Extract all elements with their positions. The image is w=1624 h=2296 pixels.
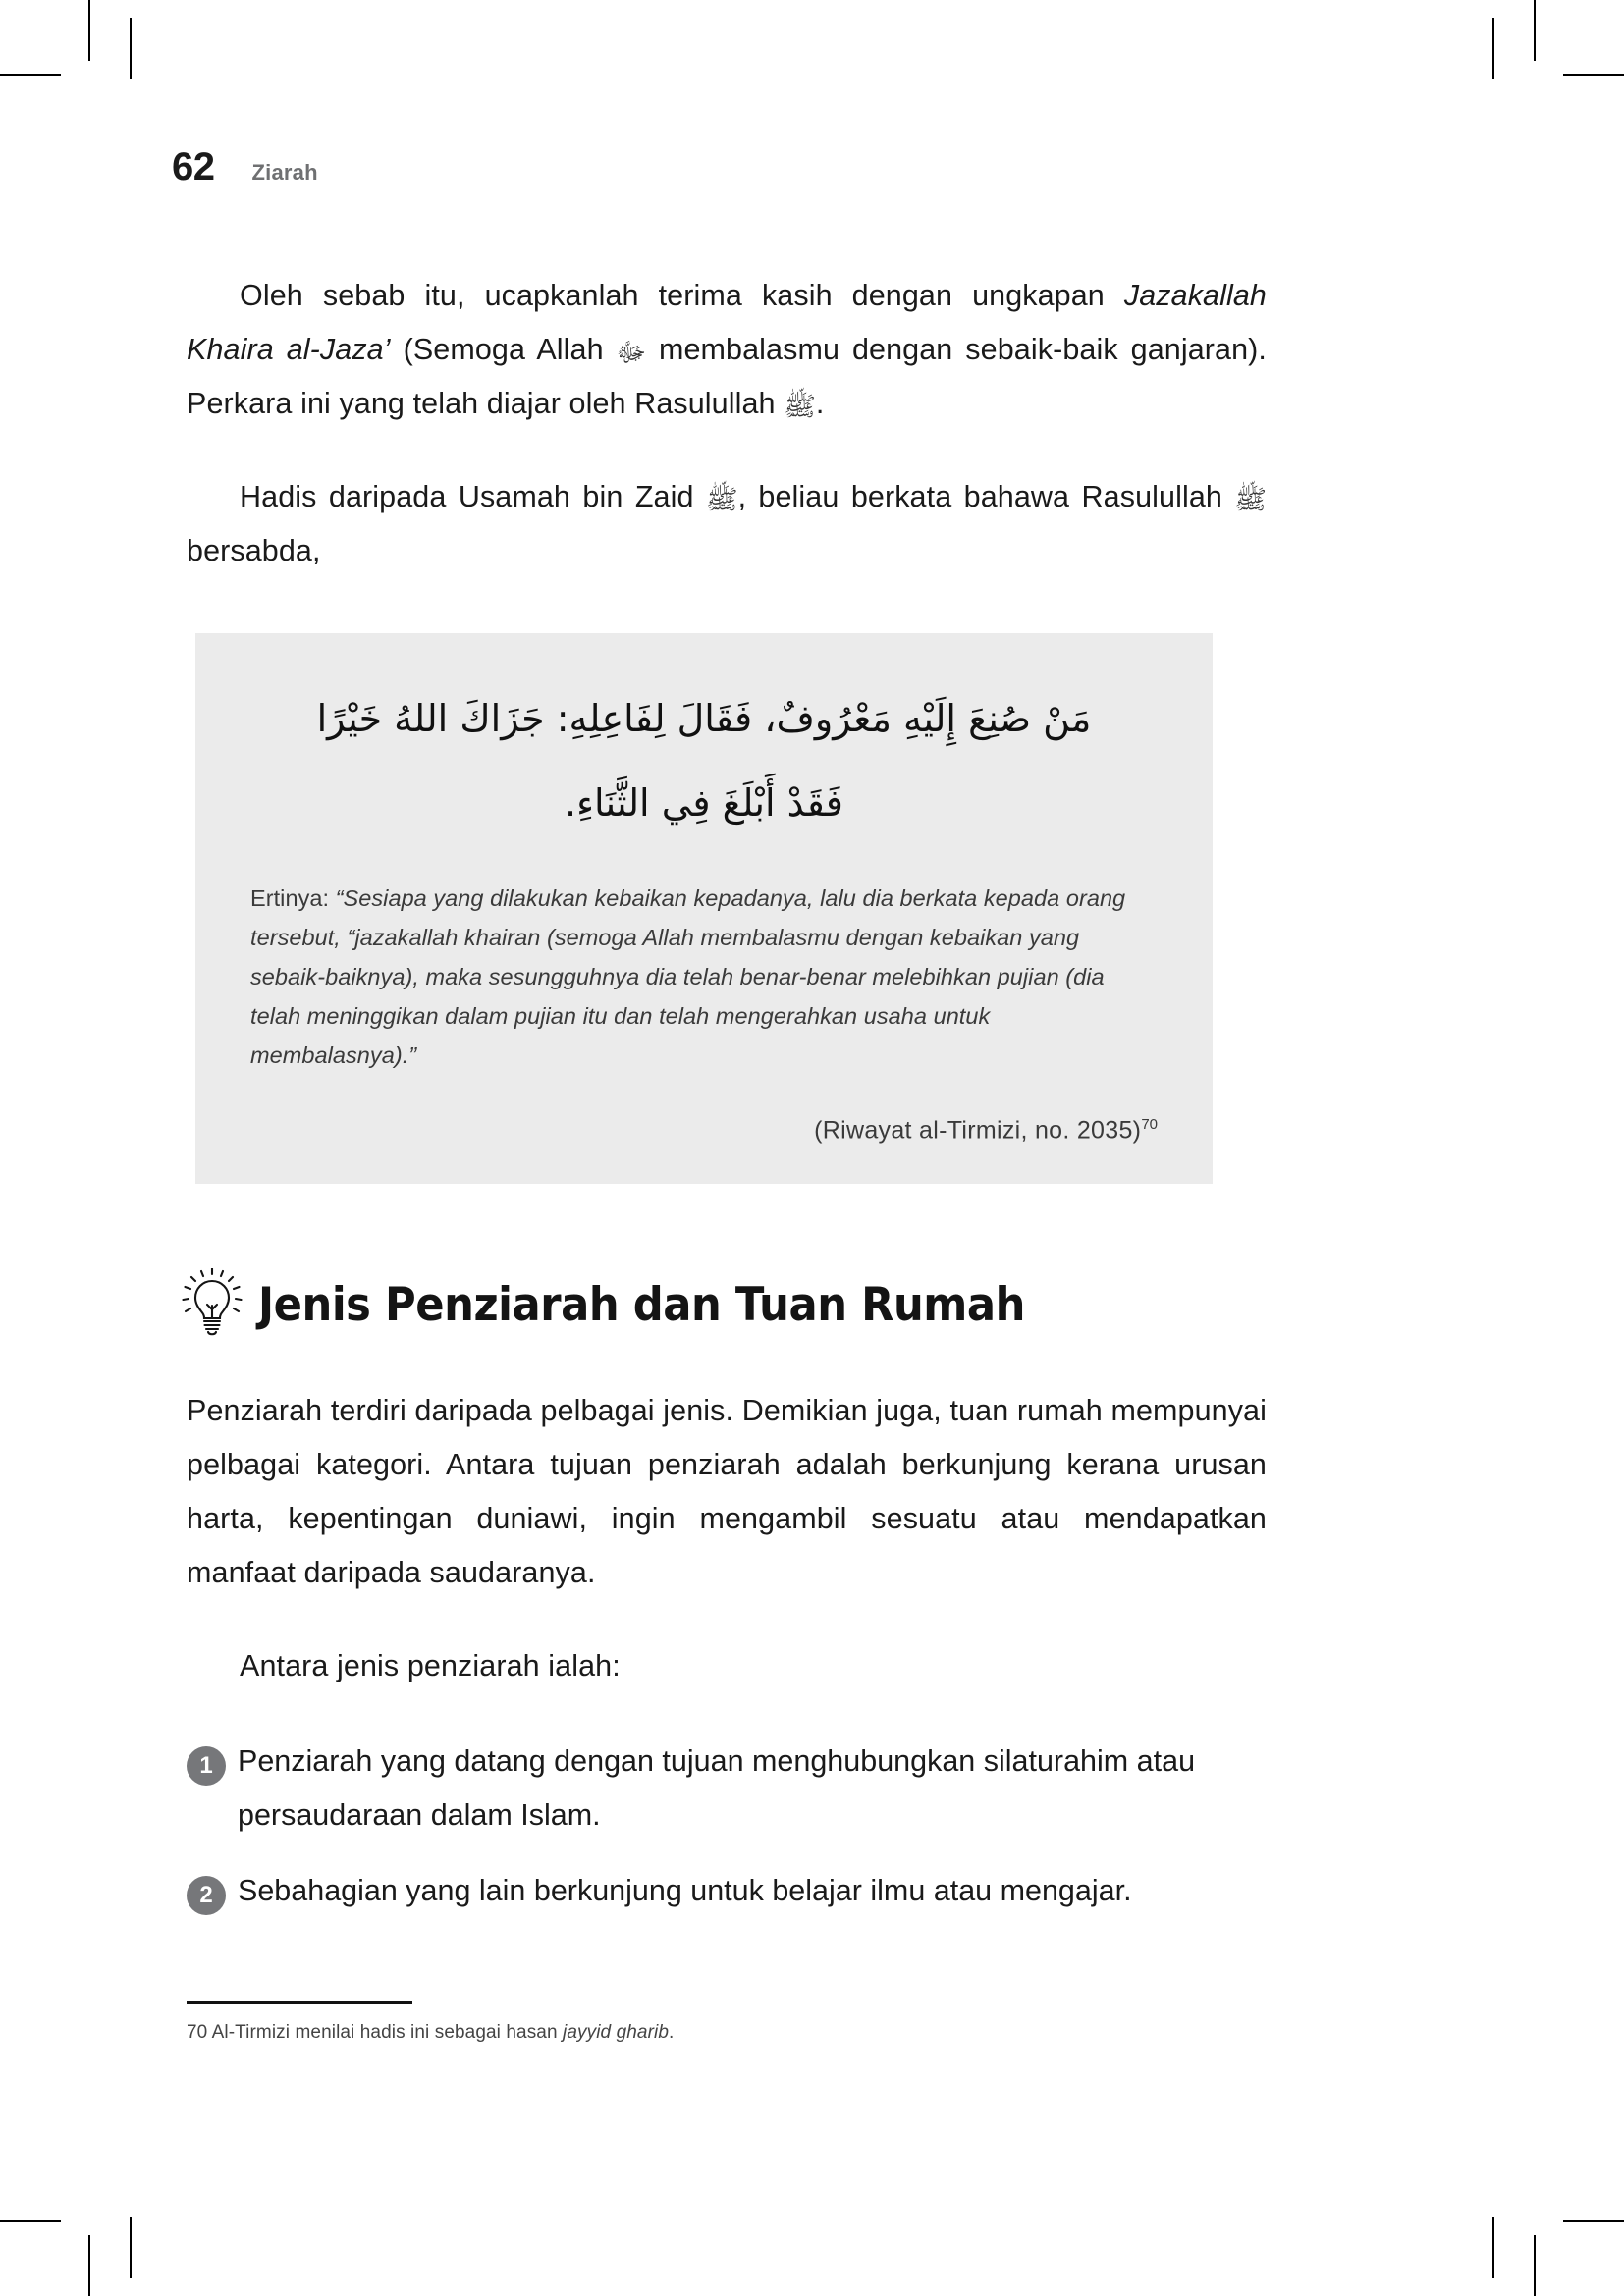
body-column-2 <box>187 1384 1267 1693</box>
paragraph-1-seg-4: . <box>815 387 825 420</box>
section-title: Jenis Penziarah dan Tuan Rumah <box>258 1277 1025 1332</box>
hadith-arabic-line-2: فَقَدْ أَبْلَغَ فِي الثَّنَاءِ. <box>565 781 843 825</box>
hadith-arabic-line-1: مَنْ صُنِعَ إِلَيْهِ مَعْرُوفٌ، فَقَالَ لِفَاعِلِهِ: جَزَاكَ اللهُ خَيْرًا <box>316 697 1092 740</box>
body-column <box>187 269 1267 578</box>
footnote-area <box>187 2001 1267 2048</box>
paragraph-4: Antara jenis penziarah ialah: <box>240 1649 621 1683</box>
honorific-sallallahu-alayhi-wasallam-icon: ﷺ <box>784 392 816 422</box>
page-content <box>172 147 1452 2150</box>
hadith-attribution <box>250 1116 1158 1145</box>
paragraph-1-seg-3: membalasmu dengan sebaik-baik ganjaran). Perkara ini yang telah diajar oleh Rasulullah <box>187 333 1267 420</box>
footnote-marker-and-text: 70 Al-Tirmizi menilai hadis ini sebagai hasan <box>187 2022 564 2043</box>
attribution-footnote-marker: 70 <box>1141 1116 1158 1133</box>
paragraph-3: Penziarah terdiri daripada pelbagai jenis. Demikian juga, tuan rumah mempunyai pelbagai kategori. Antara tujuan penziarah adalah berkunjung kerana urusan harta, kepentingan duniawi, ingin mengambil sesuatu atau mendapatkan manfaat daripada saudaranya. <box>187 1394 1267 1590</box>
list-item-text: Sebahagian yang lain berkunjung untuk belajar ilmu atau mengajar. <box>238 1874 1132 1908</box>
translation-label: Ertinya: <box>250 885 330 911</box>
hadith-quote-panel <box>195 633 1213 1184</box>
honorific-jalla-jalaluhu-icon: ﷻ <box>616 338 647 368</box>
attribution-text: (Riwayat al-Tirmizi, no. 2035) <box>814 1116 1142 1145</box>
hadith-translation <box>250 879 1158 1075</box>
crop-mark-top-right-horizontal <box>1563 74 1624 76</box>
running-title: Ziarah <box>251 160 318 185</box>
paragraph-1-seg-2: (Semoga Allah <box>390 333 617 366</box>
running-head <box>172 147 1452 202</box>
hadith-arabic-text <box>250 676 1158 845</box>
crop-mark-bottom-right-vertical <box>1534 2235 1536 2296</box>
list-item-text: Penziarah yang datang dengan tujuan menghubungkan silaturahim atau persaudaraan dalam Islam. <box>238 1744 1196 1833</box>
lightbulb-icon <box>182 1268 243 1341</box>
crop-mark-top-left-inner <box>130 18 132 79</box>
translation-body: “Sesiapa yang dilakukan kebaikan kepadanya, lalu dia berkata kepada orang tersebut, “jazakallah khairan (semoga Allah membalasmu dengan kebaikan yang sebaik-baiknya), maka sesungguhnya dia telah benar-benar melebihkan pujian (dia telah meninggikan dalam pujian itu dan telah mengerahkan usaha untuk membalasnya).” <box>250 885 1126 1068</box>
crop-mark-top-right-inner <box>1492 18 1494 79</box>
honorific-sallallahu-alayhi-wasallam-icon-2: ﷺ <box>1234 485 1267 515</box>
crop-mark-bottom-left-horizontal <box>0 2220 61 2222</box>
transliteration-jazakallah: Jazakallah Khaira al-Jaza’ <box>187 279 1267 366</box>
list-number-badge: 1 <box>187 1746 226 1786</box>
list-item <box>187 1735 1267 1842</box>
footnote-italic-term: jayyid gharib <box>563 2022 670 2043</box>
paragraph-2-seg-1: Hadis daripada Usamah bin Zaid <box>240 480 706 513</box>
footnote-rule <box>187 2001 412 2004</box>
paragraph-1-seg-1: Oleh sebab itu, ucapkanlah terima kasih dengan ungkapan <box>240 279 1124 312</box>
paragraph-2-seg-3: bersabda, <box>187 534 321 567</box>
crop-mark-bottom-right-horizontal <box>1563 2220 1624 2222</box>
crop-mark-top-right-vertical <box>1534 0 1536 61</box>
crop-mark-bottom-left-inner <box>130 2217 132 2278</box>
page-number: 62 <box>172 145 215 188</box>
crop-mark-top-left-horizontal <box>0 74 61 76</box>
list-item <box>187 1864 1267 1918</box>
crop-mark-top-left-vertical <box>88 0 90 61</box>
footnote-tail: . <box>669 2022 675 2043</box>
paragraph-2 <box>187 470 1267 578</box>
crop-mark-bottom-right-inner <box>1492 2217 1494 2278</box>
paragraph-1 <box>187 269 1267 431</box>
crop-mark-bottom-left-vertical <box>88 2235 90 2296</box>
honorific-radiyallahu-anhu-icon: ﷺ <box>705 485 738 515</box>
footnote-text <box>187 2018 1267 2048</box>
penziarah-type-list <box>187 1735 1267 1918</box>
section-heading <box>182 1268 1452 1341</box>
list-number-badge: 2 <box>187 1876 226 1915</box>
paragraph-2-seg-2: , beliau berkata bahawa Rasulullah <box>737 480 1235 513</box>
